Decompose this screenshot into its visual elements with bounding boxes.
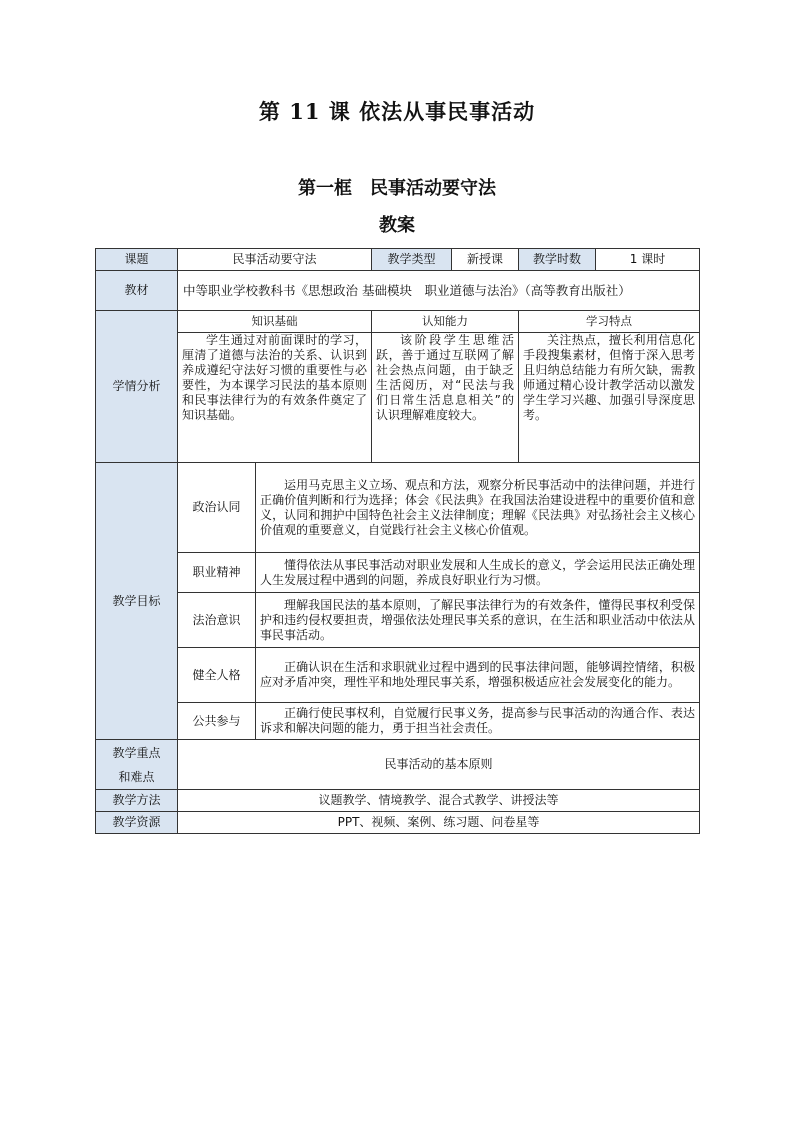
objectives-label: 教学目标 — [96, 463, 178, 740]
objective-name: 健全人格 — [178, 648, 256, 703]
topic-label: 课题 — [96, 249, 178, 271]
frame-name: 民事活动要守法 — [370, 178, 496, 199]
textbook-value: 中等职业学校教科书《思想政治 基础模块 职业道德与法治》（高等教育出版社） — [178, 271, 700, 311]
knowledge-base-header: 知识基础 — [178, 311, 372, 333]
objective-row — [96, 463, 700, 553]
methods-label: 教学方法 — [96, 790, 178, 812]
objective-text: 运用马克思主义立场、观点和方法，观察分析民事活动中的法律问题，并进行正确价值判断和行为选择；体会《民法典》在我国法治建设进程中的重要价值和意义，认同和拥护中国特色社会主义法律制度；理解《民法典》对弘扬社会主义核心价值观的重要意义，自觉践行社会主义核心价值观。 — [256, 463, 700, 553]
analysis-header-row — [96, 311, 700, 333]
type-value: 新授课 — [452, 249, 519, 271]
objective-name: 公共参与 — [178, 703, 256, 740]
key-points-label — [96, 740, 178, 790]
analysis-label: 学情分析 — [96, 311, 178, 463]
textbook-row — [96, 271, 700, 311]
objective-text: 理解我国民法的基本原则，了解民事法律行为的有效条件，懂得民事权利受保护和违约侵权要担责，增强依法处理民事关系的意识，在生活和职业活动中依法从事民事活动。 — [256, 593, 700, 648]
analysis-content-row — [96, 333, 700, 463]
methods-row — [96, 790, 700, 812]
key-points-value: 民事活动的基本原则 — [178, 740, 700, 790]
methods-value: 议题教学、情境教学、混合式教学、讲授法等 — [178, 790, 700, 812]
objective-name: 政治认同 — [178, 463, 256, 553]
cognitive-ability-header: 认知能力 — [372, 311, 519, 333]
hours-label: 教学时数 — [519, 249, 596, 271]
objective-text: 正确行使民事权利，自觉履行民事义务，提高参与民事活动的沟通合作、表达诉求和解决问题的能力，勇于担当社会责任。 — [256, 703, 700, 740]
objective-name: 职业精神 — [178, 553, 256, 593]
topic-value: 民事活动要守法 — [178, 249, 372, 271]
lesson-plan-table — [95, 248, 700, 834]
objective-row — [96, 593, 700, 648]
resources-value: PPT、视频、案例、练习题、问卷星等 — [178, 812, 700, 834]
objective-row — [96, 648, 700, 703]
objective-name: 法治意识 — [178, 593, 256, 648]
key-points-row — [96, 740, 700, 790]
textbook-label: 教材 — [96, 271, 178, 311]
objective-text: 正确认识在生活和求职就业过程中遇到的民事法律问题，能够调控情绪，积极应对矛盾冲突，理性平和地处理民事关系，增强积极适应社会发展变化的能力。 — [256, 648, 700, 703]
hours-value: 1 课时 — [596, 249, 700, 271]
type-label: 教学类型 — [372, 249, 452, 271]
resources-label: 教学资源 — [96, 812, 178, 834]
key-points-label-line1: 教学重点 — [112, 745, 161, 760]
knowledge-base-text: 学生通过对前面课时的学习，厘清了道德与法治的关系、认识到养成遵纪守法好习惯的重要性与必要性，为本课学习民法的基本原则和民事法律行为的有效条件奠定了知识基础。 — [178, 333, 372, 463]
learning-traits-text: 关注热点，擅长利用信息化手段搜集素材，但惰于深入思考且归纳总结能力有所欠缺，需教师通过精心设计教学活动以激发学生学习兴趣、加强引导深度思考。 — [519, 333, 700, 463]
objective-row — [96, 553, 700, 593]
key-points-label-line2: 和难点 — [118, 769, 155, 784]
lesson-title: 第 11 课 依法从事民事活动 — [258, 99, 536, 124]
frame-title — [0, 174, 794, 200]
learning-traits-header: 学习特点 — [519, 311, 700, 333]
document-type: 教案 — [379, 215, 415, 236]
objective-text: 懂得依法从事民事活动对职业发展和人生成长的意义，学会运用民法正确处理人生发展过程中遇到的问题，养成良好职业行为习惯。 — [256, 553, 700, 593]
topic-row — [96, 249, 700, 271]
frame-number: 第一框 — [298, 178, 352, 199]
resources-row — [96, 812, 700, 834]
objective-row — [96, 703, 700, 740]
cognitive-ability-text: 该阶段学生思维活跃，善于通过互联网了解社会热点问题，由于缺乏生活阅历，对“民法与我们日常生活息息相关”的认识理解难度较大。 — [372, 333, 519, 463]
